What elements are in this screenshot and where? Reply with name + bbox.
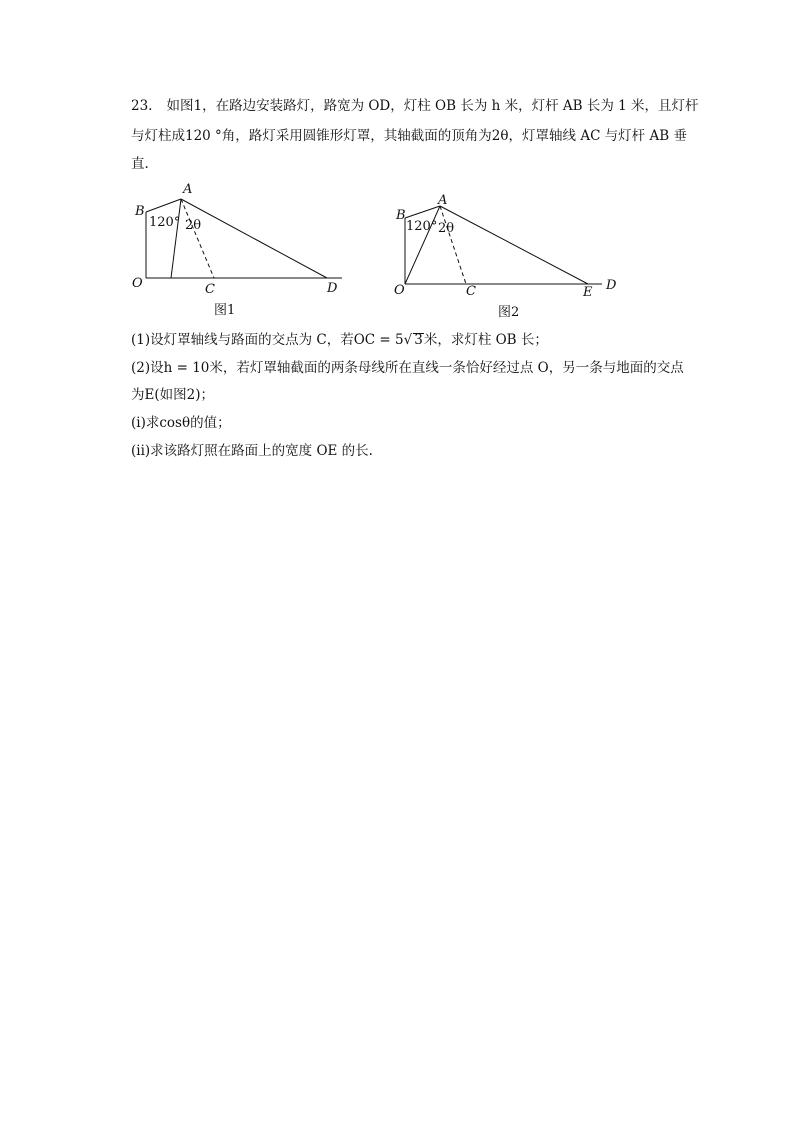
fig1-caption: 图1 (214, 303, 236, 318)
fig1-theta-label: 2θ (185, 218, 202, 233)
fig2-label-a: A (438, 193, 448, 208)
question-1-sqrt: 3 (414, 332, 423, 348)
problem-line-2: 与灯柱成120 °角，路灯采用圆锥形灯罩，其轴截面的顶角为2θ，灯罩轴线 AC 与灯杆 AB 垂 (131, 128, 687, 144)
fig2-generatrix-left (405, 206, 440, 284)
fig2-label-o: O (394, 283, 405, 298)
fig1-label-c: C (205, 282, 215, 297)
fig2-arm-ba (405, 206, 440, 218)
problem-line-3: 直. (131, 156, 149, 172)
fig2-angle-label: 120° (406, 219, 438, 234)
fig1-angle-label: 120° (149, 215, 181, 230)
fig1-label-o: O (132, 276, 143, 291)
fig2-caption: 图2 (498, 305, 520, 320)
fig2-label-b: B (396, 208, 406, 223)
fig1-label-b: B (135, 204, 145, 219)
question-2-ii: (ii)求该路灯照在路面上的宽度 OE 的长. (131, 443, 373, 459)
question-1: (1)设灯罩轴线与路面的交点为 C，若OC = 5√ 3米，求灯柱 OB 长； (131, 332, 548, 348)
problem-text-1: 如图1，在路边安装路灯，路宽为 OD，灯柱 OB 长为 h 米，灯杆 AB 长为 1 米，且灯杆 (166, 98, 699, 114)
question-2-line-1: (2)设h = 10米，若灯罩轴截面的两条母线所在直线一条恰好经过点 O，另一条与地面的交点 (131, 360, 684, 376)
fig2-label-c: C (466, 284, 476, 299)
fig2-theta-label: 2θ (438, 221, 455, 236)
question-2-line-2: 为E(如图2)； (131, 387, 214, 403)
fig1-label-d: D (327, 281, 338, 296)
problem-number: 23. (131, 98, 153, 114)
fig1-label-a: A (183, 182, 193, 197)
fig2-label-d: D (606, 278, 617, 293)
fig2-label-e: E (583, 285, 593, 300)
question-1-post: 米，求灯柱 OB 长； (423, 332, 548, 348)
fig2-generatrix-right (440, 206, 588, 284)
question-2-i: (i)求cosθ的值； (131, 415, 231, 431)
question-1-pre: (1)设灯罩轴线与路面的交点为 C，若OC = 5 (131, 332, 404, 348)
